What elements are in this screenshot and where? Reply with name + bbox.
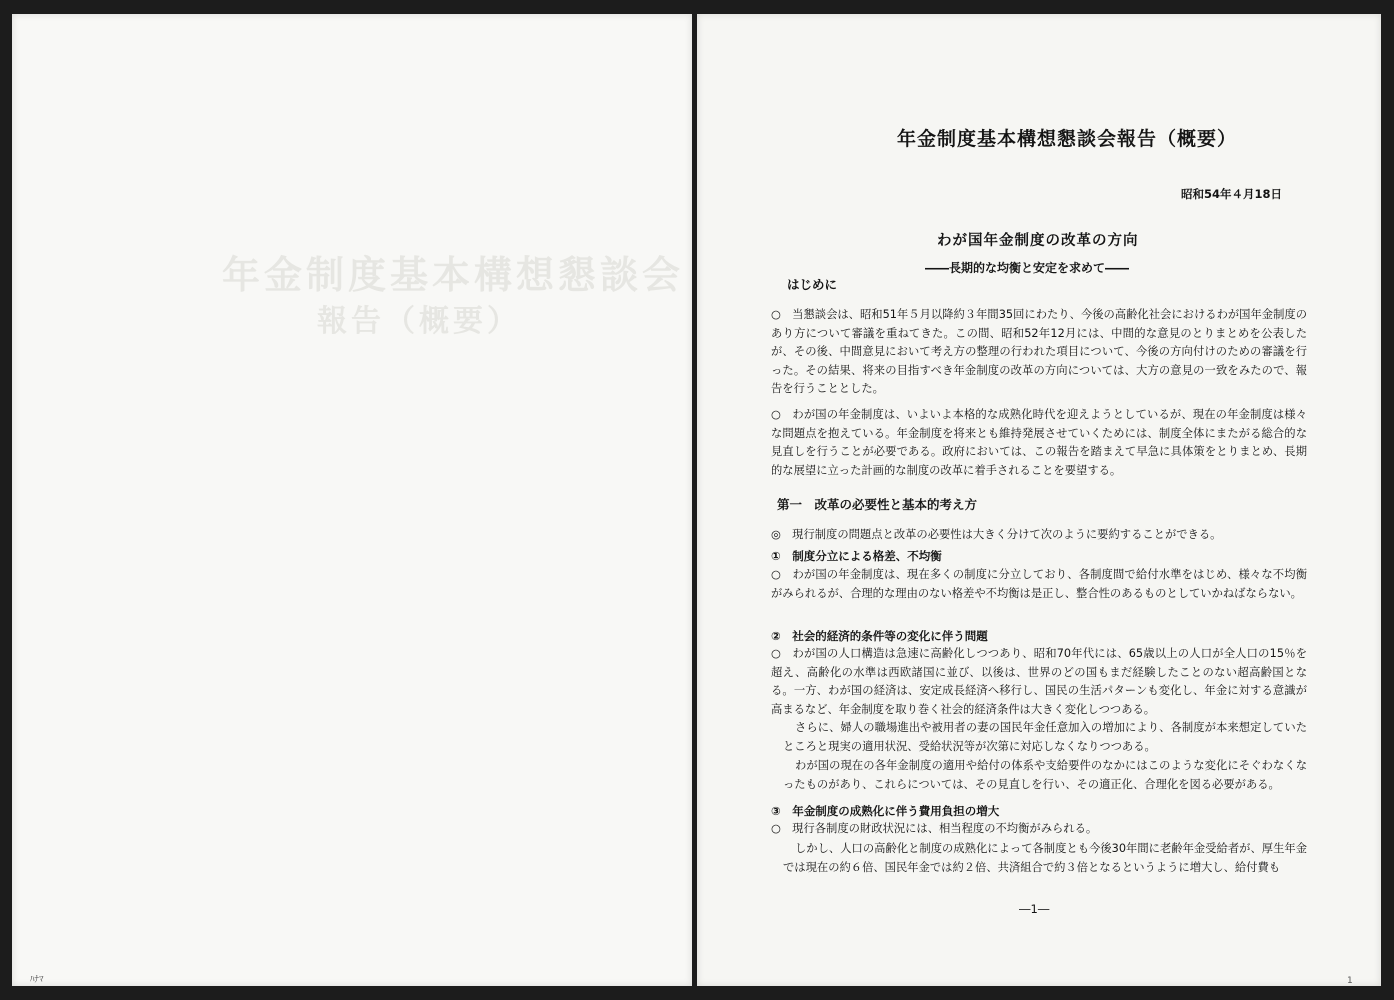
item-2-text: ○ わが国の人口構造は急速に高齢化しつつあり、昭和70年代には、65歳以上の人口が全人口の15％を超え、高齢化の水準は西欧諸国に並び、以後は、世界のどの国もまだ経験したことのない超高齢国となる。一方、わが国の経済は、安定成長経済へ移行し、国民の生活パターンも変化し、年金に対する意識が高まるなど、年金制度を取り巻く社会的経済条件は大きく変化しつつある。 bbox=[771, 647, 1307, 716]
item-2-heading: ② 社会的経済的条件等の変化に伴う問題 bbox=[771, 629, 988, 643]
intro-heading: はじめに bbox=[787, 277, 838, 292]
item-3-heading: ③ 年金制度の成熟化に伴う費用負担の増大 bbox=[771, 804, 1000, 818]
item-3-text: ○ 現行各制度の財政状況には、相当程度の不均衡がみられる。 bbox=[771, 822, 1098, 835]
item-3-text-2: しかし、人口の高齢化と制度の成熟化によって各制度とも今後30年間に老齢年金受給者が、厚生年金では現在の約６倍、国民年金では約２倍、共済組合で約３倍となるというように増大し、給付費も bbox=[783, 842, 1307, 874]
intro-paragraph-1: ○ 当懇談会は、昭和51年５月以降約３年間35回にわたり、今後の高齢化社会におけるわが国年金制度のあり方について審議を重ねてきた。この間、昭和52年12月には、中間的な意見のとりまとめを公表したが、その後、中間意見において考え方の整理の行われた項目について、今後の方向付けのための審議を行った。その結果、将来の目指すべき年金制度の改革の方向については、大方の意見の一致をみたので、報告を行うこととした。 bbox=[771, 308, 1307, 395]
bleed-through-subtitle: 報告（概要） bbox=[317, 304, 521, 339]
page-number: ―1― bbox=[1019, 902, 1050, 916]
section-subtitle: ――長期的な均衡と安定を求めて―― bbox=[925, 261, 1130, 275]
item-1-text: ○ わが国の年金制度は、現在多くの制度に分立しており、各制度間で給付水準をはじめ、様々な不均衡がみられるが、合理的な理由のない格差や不均衡は是正し、整合性のあるものとしていかねばならない。 bbox=[771, 568, 1307, 600]
item-2-text-3: わが国の現在の各年金制度の適用や給付の体系や支給要件のなかにはこのような変化にそぐわなくなったものがあり、これらについては、その見直しを行い、その適正化、合理化を図る必要がある。 bbox=[783, 759, 1307, 791]
bleed-through-title: 年金制度基本構想懇談会 bbox=[222, 253, 685, 297]
item-2-text-2: さらに、婦人の職場進出や被用者の妻の国民年金任意加入の増加により、各制度が本来想定していたところと現実の適用状況、受給状況等が次第に対応しなくなりつつある。 bbox=[783, 721, 1307, 753]
document-date: 昭和54年４月18日 bbox=[1181, 187, 1283, 201]
chapter-1-heading: 第一 改革の必要性と基本的考え方 bbox=[777, 497, 978, 512]
corner-mark: 1 bbox=[1347, 976, 1353, 986]
handwritten-note: ﾊﾅﾏ bbox=[30, 975, 44, 985]
document-page bbox=[697, 14, 1381, 986]
document-title: 年金制度基本構想懇談会報告（概要） bbox=[897, 128, 1238, 150]
section-title: わが国年金制度の改革の方向 bbox=[937, 233, 1139, 249]
intro-paragraph-2: ○ わが国の年金制度は、いよいよ本格的な成熟化時代を迎えようとしているが、現在の年金制度は様々な問題点を抱えている。年金制度を将来とも維持発展させていくためには、制度全体にまたがる総合的な見直しを行うことが必要である。政府においては、この報告を踏まえて早急に具体策をとりまとめ、長期的な展望に立った計画的な制度の改革に着手されることを要望する。 bbox=[771, 408, 1307, 477]
left-blank-page bbox=[12, 14, 692, 986]
item-1-heading: ① 制度分立による格差、不均衡 bbox=[771, 549, 942, 563]
chapter-1-lead: ◎ 現行制度の問題点と改革の必要性は大きく分けて次のように要約することができる。 bbox=[771, 528, 1222, 541]
